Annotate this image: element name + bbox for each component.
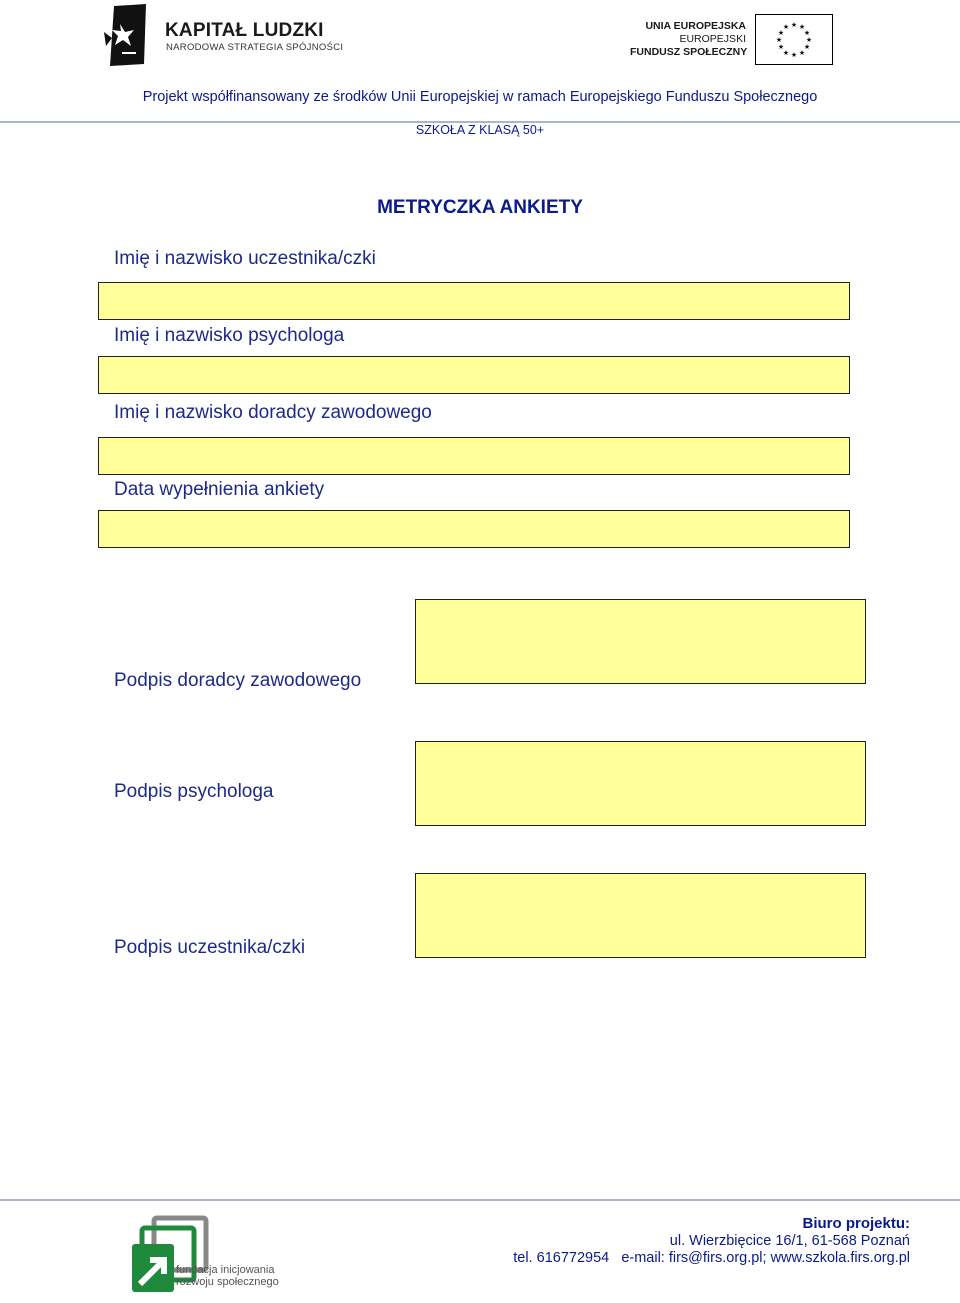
svg-text:★: ★: [777, 43, 785, 51]
kapital-ludzki-subtitle: NARODOWA STRATEGIA SPÓJNOŚCI: [166, 42, 344, 53]
participant-name-label: Imię i nazwisko uczestnika/czki: [114, 248, 376, 269]
svg-text:★: ★: [790, 51, 798, 59]
document-title: METRYCZKA ANKIETY: [377, 197, 583, 218]
advisor-signature-field[interactable]: [415, 599, 866, 684]
firs-logo: [128, 1214, 288, 1298]
eu-fund-label: [630, 20, 746, 59]
svg-text:★: ★: [790, 21, 798, 29]
eu-flag-icon: [755, 14, 833, 65]
footer-divider: [0, 1199, 960, 1201]
participant-name-field[interactable]: [98, 282, 850, 320]
advisor-name-field[interactable]: [98, 437, 850, 475]
project-office-address: ul. Wierzbięcice 16/1, 61-568 Poznań: [669, 1233, 910, 1249]
project-name: SZKOŁA Z KLASĄ 50+: [415, 123, 545, 137]
svg-text:★: ★: [805, 36, 813, 44]
firs-logo-line-1: fundacja inicjowania: [176, 1264, 275, 1276]
kapital-ludzki-title: KAPITAŁ LUDZKI: [165, 20, 324, 41]
participant-signature-field[interactable]: [415, 873, 866, 958]
project-office-title: Biuro projektu:: [802, 1215, 910, 1232]
svg-text:★: ★: [782, 49, 790, 57]
cofinancing-statement: Projekt współfinansowany ze środków Unii Europejskiej w ramach Europejskiego Funduszu Społecznego: [142, 89, 818, 105]
eu-line-3: FUNDUSZ SPOŁECZNY: [630, 46, 748, 58]
participant-signature-label: Podpis uczestnika/czki: [114, 937, 306, 958]
svg-text:★: ★: [798, 23, 806, 31]
psychologist-signature-label: Podpis psychologa: [114, 781, 274, 802]
firs-logo-line-2: rozwoju społecznego: [176, 1276, 279, 1288]
svg-text:★: ★: [775, 36, 783, 44]
eu-line-2: EUROPEJSKI: [679, 33, 746, 45]
advisor-signature-label: Podpis doradcy zawodowego: [114, 670, 362, 691]
svg-text:★: ★: [777, 29, 785, 37]
psychologist-name-field[interactable]: [98, 356, 850, 394]
psychologist-name-label: Imię i nazwisko psychologa: [114, 325, 345, 346]
psychologist-signature-field[interactable]: [415, 741, 866, 826]
svg-text:★: ★: [803, 43, 811, 51]
project-office-contact: tel. 616772954 e-mail: firs@firs.org.pl; www.szkola.firs.org.pl: [513, 1250, 910, 1266]
eu-line-1: UNIA EUROPEJSKA: [645, 20, 746, 32]
kapital-ludzki-emblem-icon: [100, 2, 160, 68]
svg-text:★: ★: [782, 23, 790, 31]
svg-text:★: ★: [798, 49, 806, 57]
survey-date-field[interactable]: [98, 510, 850, 548]
advisor-name-label: Imię i nazwisko doradcy zawodowego: [114, 402, 432, 423]
survey-date-label: Data wypełnienia ankiety: [114, 479, 325, 500]
svg-text:★: ★: [803, 29, 811, 37]
